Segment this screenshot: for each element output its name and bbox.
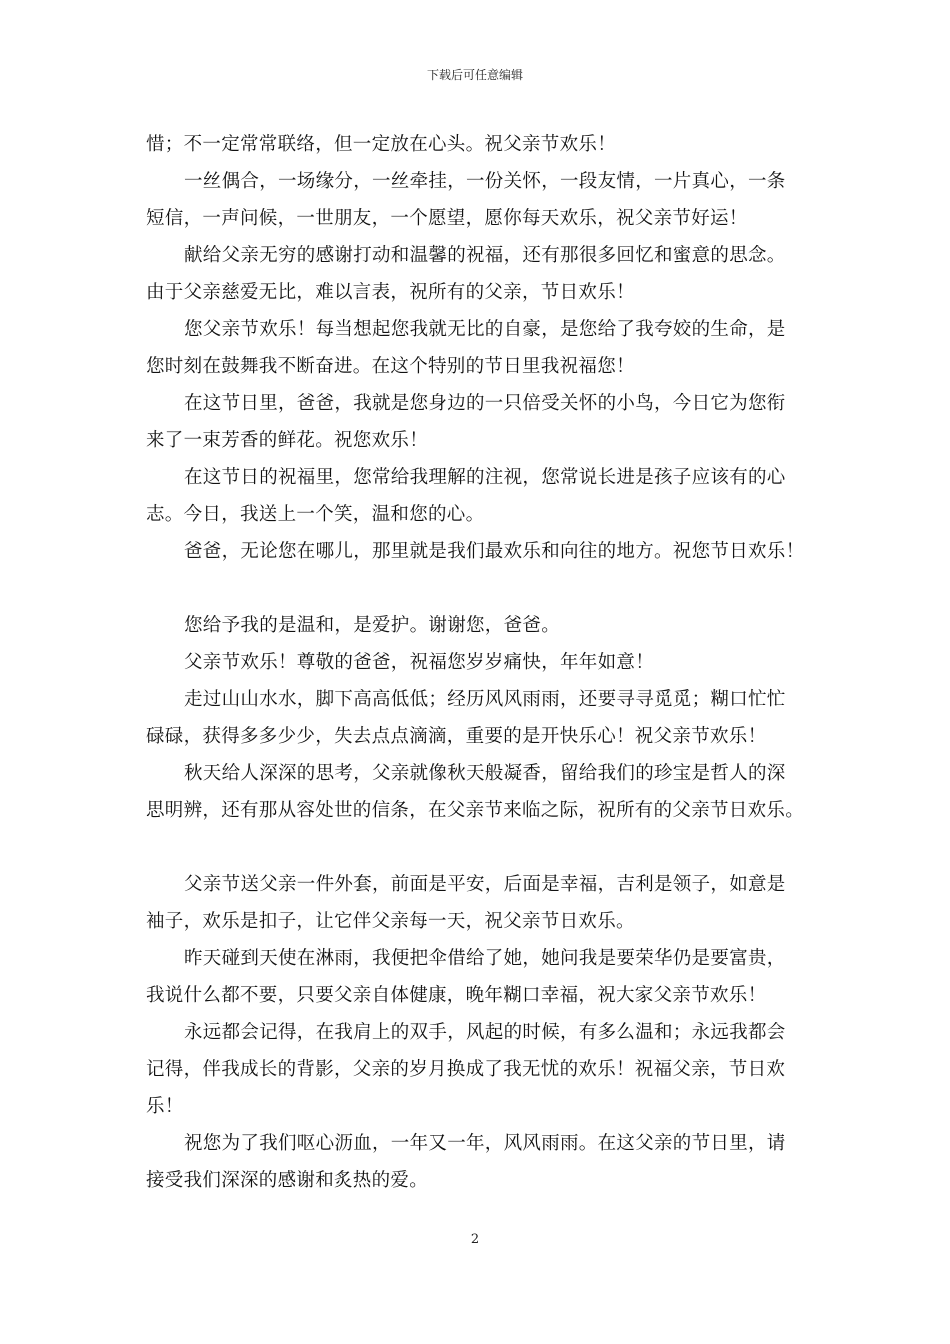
text-line: 短信，一声问候，一世朋友，一个愿望，愿你每天欢乐，祝父亲节好运！ — [146, 208, 748, 229]
text-line: 接受我们深深的感谢和炙热的爱。 — [146, 1170, 429, 1191]
text-line: 由于父亲慈爱无比，难以言表，祝所有的父亲，节日欢乐！ — [146, 282, 635, 303]
text-line: 爸爸，无论您在哪儿，那里就是我们最欢乐和向往的地方。祝您节日欢乐！ — [184, 541, 805, 562]
blank-line — [146, 570, 826, 607]
text-line: 父亲节送父亲一件外套，前面是平安，后面是幸福，吉利是领子，如意是 — [184, 874, 786, 895]
text-line: 志。今日，我送上一个笑，温和您的心。 — [146, 504, 485, 525]
text-line: 走过山山水水，脚下高高低低；经历风风雨雨，还要寻寻觅觅；糊口忙忙 — [184, 689, 786, 710]
text-line: 我说什么都不要，只要父亲自体健康，晚年糊口幸福，祝大家父亲节欢乐！ — [146, 985, 767, 1006]
text-line: 献给父亲无穷的感谢打动和温馨的祝福，还有那很多回忆和蜜意的思念。 — [184, 245, 786, 266]
blank-line — [146, 829, 826, 866]
document-body — [146, 126, 826, 1199]
page-number: 2 — [470, 1232, 480, 1247]
text-line: 您时刻在鼓舞我不断奋进。在这个特别的节日里我祝福您！ — [146, 356, 635, 377]
text-line: 父亲节欢乐！尊敬的爸爸，祝福您岁岁痛快，年年如意！ — [184, 652, 655, 673]
text-line: 在这节日里，爸爸，我就是您身边的一只倍受关怀的小鸟，今日它为您衔 — [184, 393, 786, 414]
text-line: 您父亲节欢乐！每当想起您我就无比的自豪，是您给了我夸姣的生命，是 — [184, 319, 786, 340]
page-header: 下载后可任意编辑 — [426, 68, 523, 82]
text-line: 一丝偶合，一场缘分，一丝牵挂，一份关怀，一段友情，一片真心，一条 — [184, 171, 786, 192]
text-line: 来了一束芳香的鲜花。祝您欢乐！ — [146, 430, 429, 451]
text-line: 在这节日的祝福里，您常给我理解的注视，您常说长进是孩子应该有的心 — [184, 467, 786, 488]
text-line: 乐！ — [146, 1096, 184, 1117]
text-line: 思明辨，还有那从容处世的信条，在父亲节来临之际，祝所有的父亲节日欢乐。 — [146, 800, 805, 821]
text-line: 秋天给人深深的思考，父亲就像秋天般凝香，留给我们的珍宝是哲人的深 — [184, 763, 786, 784]
text-line: 昨天碰到天使在淋雨，我便把伞借给了她，她问我是要荣华仍是要富贵， — [184, 948, 786, 969]
text-line: 永远都会记得，在我肩上的双手，风起的时候，有多么温和；永远我都会 — [184, 1022, 786, 1043]
text-line: 惜；不一定常常联络，但一定放在心头。祝父亲节欢乐！ — [146, 134, 617, 155]
text-line: 记得，伴我成长的背影，父亲的岁月换成了我无忧的欢乐！祝福父亲，节日欢 — [146, 1059, 786, 1080]
text-line: 您给予我的是温和，是爱护。谢谢您，爸爸。 — [184, 615, 561, 636]
text-line: 碌碌，获得多多少少，失去点点滴滴，重要的是开快乐心！祝父亲节欢乐！ — [146, 726, 767, 747]
text-line: 袖子，欢乐是扣子，让它伴父亲每一天，祝父亲节日欢乐。 — [146, 911, 635, 932]
text-line: 祝您为了我们呕心沥血，一年又一年，风风雨雨。在这父亲的节日里，请 — [184, 1133, 786, 1154]
